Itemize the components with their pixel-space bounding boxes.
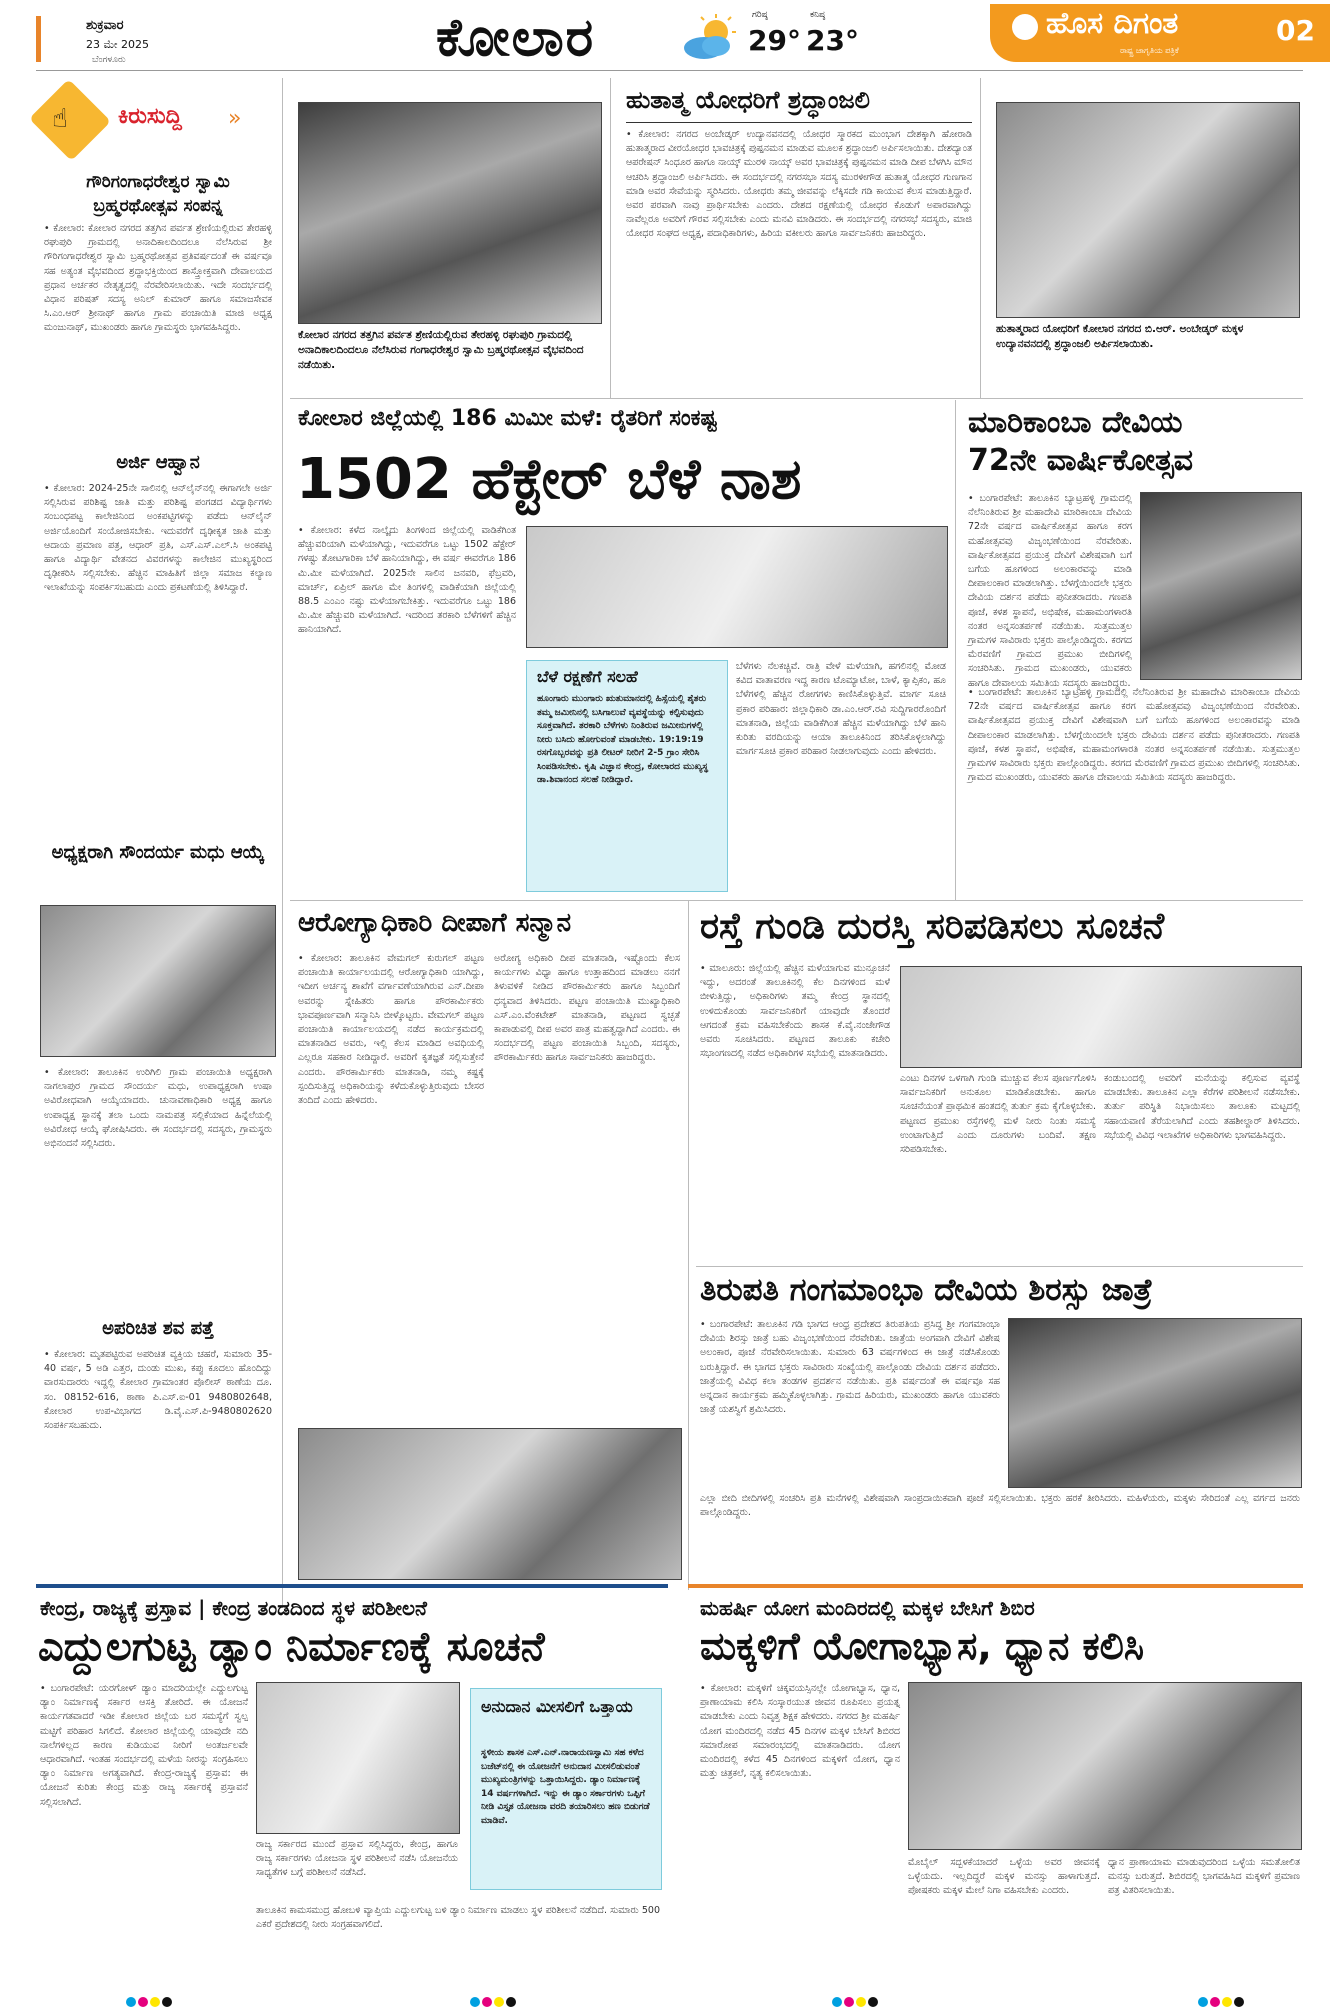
yoga-body-3: ಧ್ಯಾನ ಪ್ರಾಣಾಯಾಮ ಮಾಡುವುದರಿಂದ ಒಳ್ಳೆಯ ಸಮತೋಲಿತ ಮನಸ್ಸು ಬರುತ್ತದೆ. ಶಿಬಿರದಲ್ಲಿ ಭಾಗವಹಿಸಿದ ಮಕ್ಕಳಿಗೆ ಪ್ರಮಾಣ ಪತ್ರ ವಿತರಿಸಲಾಯಿತು. <box>1108 1857 1300 1897</box>
tirupati-deity-photo <box>1008 1318 1302 1488</box>
marikamba-headline-1: ಮಾರಿಕಾಂಬಾ ದೇವಿಯ <box>968 405 1183 440</box>
dam-kicker: ಕೇಂದ್ರ, ರಾಜ್ಯಕ್ಕೆ ಪ್ರಸ್ತಾವ | ಕೇಂದ್ರ ತಂಡದಿಂದ ಸ್ಥಳ ಪರಿಶೀಲನೆ <box>40 1596 427 1620</box>
dam-site-photo <box>256 1682 460 1834</box>
max-temp-label: ಗರಿಷ್ಠ <box>752 10 768 20</box>
crop-advice-title: ಬೆಳೆ ರಕ್ಷಣೆಗೆ ಸಲಹೆ <box>537 667 638 686</box>
page-number: 02 <box>1276 14 1315 47</box>
grant-demand-box <box>470 1688 662 1890</box>
registration-marks-1 <box>126 1992 174 2011</box>
crop-advice-body: ಹೂಂಗಾರು ಮುಂಗಾರು ಋತುಮಾನದಲ್ಲಿ ಹಿಸ್ಸೆಯಲ್ಲಿ ಶೈತರು ತಮ್ಮ ಜಮೀನಿನಲ್ಲಿ ಬಸಿಗಾಲುವೆ ವ್ಯವಸ್ಥೆಯನ್ನು ಕಲ್ಪಿಸುವುದು ಸೂಕ್ತವಾಗಿದೆ. ತರಕಾರಿ ಬೆಳೆಗಳು ನಿಂತಿರುವ ಜಮೀನುಗಳಲ್ಲಿ ನೀರು ಬಸಿದು ಹೋಗುವಂತೆ ಮಾಡಬೇಕು. 19:19:19 ರಸಗೊಬ್ಬರವನ್ನು ಪ್ರತಿ ಲೀಟರ್ ನೀರಿಗೆ 2-5 ಗ್ರಾಂ ಸೇರಿಸಿ ಸಿಂಪಡಿಸಬೇಕು. ಕೃಷಿ ವಿಜ್ಞಾನ ಕೇಂದ್ರ, ಕೋಲಾರದ ಮುಖ್ಯಸ್ಥ ಡಾ.ಶಿವಾನಂದ ಸಲಹೆ ನೀಡಿದ್ದಾರೆ. <box>537 694 709 785</box>
health-body-1: • ಕೋಲಾರ: ತಾಲೂಕಿನ ವೇಮಗಲ್ ಕುರುಗಲ್ ಪಟ್ಟಣ ಪಂಚಾಯಿತಿ ಕಾರ್ಯಾಲಯದಲ್ಲಿ ಆರೋಗ್ಯಾಧಿಕಾರಿ ಯಾಗಿದ್ದು, ಇದೀಗ ಅರ್ಚನ್ಯ ಶಾಖೆಗೆ ವರ್ಗಾವಣೆಯಾಗಿರುವ ಎನ್.ದೀಪಾ ಅವರನ್ನು ಸ್ನೇಹಿತರು ಹಾಗೂ ಪೌರಕಾರ್ಮಿಕರು ಭಾವಪೂರ್ಣವಾಗಿ ಸನ್ಮಾನಿಸಿ ಬೀಳ್ಕೊಟ್ಟರು. ವೇಮಗಲ್ ಪಟ್ಟಣ ಪಂಚಾಯಿತಿ ಕಾರ್ಯಾಲಯದಲ್ಲಿ ನಡೆದ ಕಾರ್ಯಕ್ರಮದಲ್ಲಿ ಮಾತನಾಡಿದ ಅವರು, ಇಲ್ಲಿ ಕೆಲಸ ಮಾಡಿದ ಅವಧಿಯಲ್ಲಿ ಎಲ್ಲರೂ ಸಹಕಾರ ನೀಡಿದ್ದಾರೆ. ಅವರಿಗೆ ಕೃತಜ್ಞತೆ ಸಲ್ಲಿಸುತ್ತೇನೆ ಎಂದರು. ಪೌರಕಾರ್ಮಿಕರು ಮಾತನಾಡಿ, ನಮ್ಮ ಕಷ್ಟಕ್ಕೆ ಸ್ಪಂದಿಸುತ್ತಿದ್ದ ಅಧಿಕಾರಿಯನ್ನು ಕಳೆದುಕೊಳ್ಳುತ್ತಿರುವುದು ಬೇಸರ ತಂದಿದೆ ಎಂದು ಹೇಳಿದರು. <box>298 953 484 1107</box>
crop-advice-box <box>526 660 728 892</box>
paper-name: ಹೊಸ ದಿಗಂತ <box>1046 6 1179 41</box>
weather-icon <box>680 14 740 62</box>
kirusuddi-badge <box>29 79 111 161</box>
rathotsava-photo <box>298 102 602 324</box>
yoga-kicker: ಮಹರ್ಷಿ ಯೋಗ ಮಂದಿರದಲ್ಲಿ ಮಕ್ಕಳ ಬೇಸಿಗೆ ಶಿಬಿರ <box>700 1596 1035 1620</box>
masthead-title: ಕೋಲಾರ <box>436 8 596 68</box>
story-body-found-body: • ಕೋಲಾರ: ಮೃತಪಟ್ಟಿರುವ ಅಪರಿಚಿತ ವ್ಯಕ್ತಿಯ ಚಹರೆ, ಸುಮಾರು 35-40 ವರ್ಷ, 5 ಅಡಿ ಎತ್ತರ, ದುಂಡು ಮುಖ, ಕಪ್ಪು ಕೂದಲು ಹೊಂದಿದ್ದು ವಾರಸುದಾರರು ಇದ್ದಲ್ಲಿ ಕೋಲಾರ ಗ್ರಾಮಾಂತರ ಪೊಲೀಸ್ ಠಾಣೆಯ ದೂ. ಸಂ. 08152-616, ಠಾಣಾ ಪಿ.ಎಸ್.ಐ-01 9480802648, ಕೋಲಾರ ಉಪ-ವಿಭಾಗದ ಡಿ.ವೈ.ಎಸ್.ಪಿ-9480802620 ಸಂಪರ್ಕಿಸಬಹುದು. <box>44 1349 272 1432</box>
header-city: ಬೆಂಗಳೂರು <box>92 55 126 65</box>
flooded-field-photo <box>526 526 948 648</box>
tribute-caption: ಹುತಾತ್ಮರಾದ ಯೋಧರಿಗೆ ಕೋಲಾರ ನಗರದ ಬಿ.ಆರ್. ಅಂಬೇಡ್ಕರ್ ಮಕ್ಕಳ ಉದ್ಯಾನವನದಲ್ಲಿ ಶ್ರದ್ಧಾಂಜಲಿ ಅರ್ಪಿಸಲಾಯಿತು. <box>996 323 1244 350</box>
tribute-photo <box>996 102 1300 318</box>
header-day: ಶುಕ್ರವಾರ <box>86 18 124 33</box>
hand-pointing-icon: ☝ <box>52 104 68 134</box>
rathotsava-caption: ಕೋಲಾರ ನಗರದ ತತ್ತಗಿನ ಪರ್ವತ ಶ್ರೇಣಿಯಲ್ಲಿರುವ ತೇರಹಳ್ಳಿ ರಘುಪುರಿ ಗ್ರಾಮದಲ್ಲಿ ಅನಾದಿಕಾಲದಿಂದಲೂ ನೆಲೆಸಿರುವ ಗಂಗಾಧರೇಶ್ವರ ಸ್ವಾಮಿ ಬ್ರಹ್ಮರಥೋತ್ಸವ ವೈಭವದಿಂದ ನಡೆಯಿತು. <box>298 329 584 371</box>
roads-body-2: ಎಂಟು ದಿನಗಳ ಒಳಗಾಗಿ ಗುಂಡಿ ಮುಚ್ಚುವ ಕೆಲಸ ಪೂರ್ಣಗೊಳಿಸಿ ಸಾರ್ವಜನಿಕರಿಗೆ ಅನುಕೂಲ ಮಾಡಿಕೊಡಬೇಕು. ಹಾಗೂ ಸೂಚನೆಯಂತೆ ಪ್ರಾಥಮಿಕ ಹಂತದಲ್ಲಿ ತುರ್ತು ಕ್ರಮ ಕೈಗೊಳ್ಳಬೇಕು. ಪಟ್ಟಣದ ಪ್ರಮುಖ ರಸ್ತೆಗಳಲ್ಲಿ ಮಳೆ ನೀರು ನಿಂತು ಸಮಸ್ಯೆ ಉಂಟಾಗುತ್ತಿದೆ ಎಂದು ದೂರುಗಳು ಬಂದಿವೆ. ತಕ್ಷಣ ಸರಿಪಡಿಸಬೇಕು. <box>900 1073 1096 1156</box>
kirusuddi-label: ಕಿರುಸುದ್ದಿ <box>118 104 182 129</box>
tribute-body: • ಕೋಲಾರ: ನಗರದ ಅಂಬೇಡ್ಕರ್ ಉದ್ಯಾನವನದಲ್ಲಿ ಯೋಧರ ಸ್ಮಾರಕದ ಮುಂಭಾಗ ದೇಶಕ್ಕಾಗಿ ಹೋರಾಡಿ ಹುತಾತ್ಮರಾದ ವೀರಯೋಧರ ಭಾವಚಿತ್ರಕ್ಕೆ ಪುಷ್ಪನಮನ ಮಾಡುವ ಮೂಲಕ ಶ್ರದ್ಧಾಂಜಲಿ ಅರ್ಪಿಸಲಾಯಿತು. ದೇಶದ್ಯಾಂತ ಆಪರೇಷನ್ ಸಿಂಧೂರ ಹಾಗೂ ನಾಯ್ಕ್ ಮುರಳಿ ನಾಯ್ಕ್ ಅವರ ಭಾವಚಿತ್ರಕ್ಕೆ ಪುಷ್ಪನಮನ ಮಾಡಿ ದೀಪ ಬೆಳಗಿಸಿ ಮೌನ ಆಚರಿಸಿ ಶ್ರದ್ಧಾಂಜಲಿ ಅರ್ಪಿಸಿದರು. ಈ ಸಂದರ್ಭದಲ್ಲಿ ನಗರಸಭಾ ಸದಸ್ಯ ಮುರಳೀಗೌಡ ಹುತಾತ್ಮ ಯೋಧರ ಗುಣಗಾನ ಮಾಡಿ ಅವರ ಸೇವೆಯನ್ನು ಸ್ಮರಿಸಿದರು. ಯೋಧರು ತಮ್ಮ ಜೀವವನ್ನು ಲೆಕ್ಕಿಸದೇ ಗಡಿ ಕಾಯುವ ಕೆಲಸ ಮಾಡುತ್ತಿದ್ದಾರೆ. ಅವರ ಪರವಾಗಿ ನಾವು ಪ್ರಾರ್ಥಿಸಬೇಕು ಎಂದರು. ದೇಶದ ರಕ್ಷಣೆಯಲ್ಲಿ ಯೋಧರ ಕೊಡುಗೆ ಅಪಾರವಾಗಿದ್ದು ನಾವೆಲ್ಲರೂ ಅವರಿಗೆ ಗೌರವ ಸಲ್ಲಿಸಬೇಕು ಎಂದು ಮನವಿ ಮಾಡಿದರು. ಈ ಸಂದರ್ಭದಲ್ಲಿ ನಗರಸಭೆ ಸದಸ್ಯರು, ಮಾಜಿ ಯೋಧರ ಸಂಘದ ಅಧ್ಯಕ್ಷ, ಪದಾಧಿಕಾರಿಗಳು, ಹಿರಿಯ ವಕೀಲರು ಹಾಗೂ ಸಾರ್ವಜನಿಕರು ಹಾಜರಿದ್ದರು. <box>626 129 972 240</box>
health-body-2: ಅರೋಗ್ಯ ಅಧಿಕಾರಿ ದೀಪ ಮಾತನಾಡಿ, ಇಷ್ಟೊಂದು ಕೆಲಸ ಕಾರ್ಯಗಳು ವಿಧ್ಯಾ ಹಾಗೂ ಉತ್ತಾಹದಿಂದ ಮಾಡಲು ನನಗೆ ತಿಳುವಳಿಕೆ ನೀಡಿದ ಪೌರಕಾರ್ಮಿಕರು ಹಾಗೂ ಸಿಬ್ಬಂದಿಗೆ ಧನ್ಯವಾದ ತಿಳಿಸಿದರು. ಪಟ್ಟಣ ಪಂಚಾಯಿತಿ ಮುಖ್ಯಾಧಿಕಾರಿ ಎಸ್.ಎಂ.ವೆಂಕಟೇಶ್ ಮಾತನಾಡಿ, ಪಟ್ಟಣದ ಸ್ವಚ್ಛತೆ ಕಾಪಾಡುವಲ್ಲಿ ದೀಪ ಅವರ ಪಾತ್ರ ಮಹತ್ವದ್ದಾಗಿದೆ ಎಂದರು. ಈ ಸಂದರ್ಭದಲ್ಲಿ ಪಟ್ಟಣ ಪಂಚಾಯಿತಿ ಸಿಬ್ಬಂದಿ, ಸದಸ್ಯರು, ಪೌರಕಾರ್ಮಿಕರು ಹಾಗೂ ಸಾರ್ವಜನಿಕರು ಹಾಜರಿದ್ದರು. <box>494 953 680 1064</box>
registration-marks-3 <box>832 1992 880 2011</box>
story-body-found-headline: ಅಪರಿಚಿತ ಶವ ಪತ್ತೆ <box>102 1318 214 1339</box>
tirupati-headline: ತಿರುಪತಿ ಗಂಗಮಾಂಭಾ ದೇವಿಯ ಶಿರಸ್ಸು ಜಾತ್ರೆ <box>700 1272 1153 1308</box>
roads-body-3: ಕಂಡುಬಂದಲ್ಲಿ ಅವರಿಗೆ ಮನೆಯನ್ನು ಕಲ್ಪಿಸುವ ವ್ಯವಸ್ಥೆ ಮಾಡಬೇಕು. ತಾಲೂಕಿನ ಎಲ್ಲಾ ಕೆರೆಗಳ ಪರಿಶೀಲನೆ ನಡೆಸಬೇಕು. ತುರ್ತು ಪರಿಸ್ಥಿತಿ ನಿಭಾಯಿಸಲು ತಾಲೂಕು ಮಟ್ಟದಲ್ಲಿ ಸಹಾಯವಾಣಿ ತೆರೆಯಲಾಗಿದೆ ಎಂದು ತಹಶೀಲ್ದಾರ್ ತಿಳಿಸಿದರು. ಸಭೆಯಲ್ಲಿ ವಿವಿಧ ಇಲಾಖೆಗಳ ಅಧಿಕಾರಿಗಳು ಭಾಗವಹಿಸಿದ್ದರು. <box>1104 1073 1300 1141</box>
paper-tagline: ರಾಷ್ಟ್ರ ಜಾಗೃತಿಯ ಪತ್ರಿಕೆ <box>1120 46 1179 55</box>
date-accent-bar <box>36 16 41 62</box>
min-temp-label: ಕನಿಷ್ಠ <box>810 10 826 20</box>
marikamba-body: • ಬಂಗಾರಪೇಟೆ: ತಾಲೂಕಿನ ಬ್ಯಾಟ್ರಹಳ್ಳಿ ಗ್ರಾಮದಲ್ಲಿ ನೆಲೆನಿಂತಿರುವ ಶ್ರೀ ಮಹಾದೇವಿ ಮಾರಿಕಾಂಬಾ ದೇವಿಯ 72ನೇ ವರ್ಷದ ವಾರ್ಷಿಕೋತ್ಸವ ಹಾಗೂ ಕರಗ ಮಹೋತ್ಸವವು ವಿಜೃಂಭಣೆಯಿಂದ ನೆರವೇರಿತು. ವಾರ್ಷಿಕೋತ್ಸವದ ಪ್ರಯುಕ್ತ ದೇವಿಗೆ ವಿಶೇಷವಾಗಿ ಬಗೆ ಬಗೆಯ ಹೂಗಳಿಂದ ಅಲಂಕಾರವನ್ನು ಮಾಡಿ ದೀಪಾಲಂಕಾರ ಮಾಡಲಾಗಿತ್ತು. ಬೆಳಗ್ಗೆಯಿಂದಲೇ ಭಕ್ತರು ದೇವಿಯ ದರ್ಶನ ಪಡೆದು ಪುನೀತರಾದರು. ಗಣಪತಿ ಪೂಜೆ, ಕಳಶ ಸ್ಥಾಪನೆ, ಅಭಿಷೇಕ, ಮಹಾಮಂಗಳಾರತಿ ನಂತರ ಅನ್ನಸಂತರ್ಪಣೆ ನಡೆಯಿತು. ಸುತ್ತಮುತ್ತಲ ಗ್ರಾಮಗಳ ಸಾವಿರಾರು ಭಕ್ತರು ಪಾಲ್ಗೊಂಡಿದ್ದರು. ಕರಗದ ಮೆರವಣಿಗೆ ಗ್ರಾಮದ ಪ್ರಮುಖ ಬೀದಿಗಳಲ್ಲಿ ಸಂಚರಿಸಿತು. ಗ್ರಾಮದ ಮುಖಂಡರು, ಯುವಕರು ಹಾಗೂ ದೇವಾಲಯ ಸಮಿತಿಯ ಸದಸ್ಯರು ಹಾಜರಿದ್ದರು. <box>968 493 1132 689</box>
yoga-headline: ಮಕ್ಕಳಿಗೆ ಯೋಗಾಭ್ಯಾಸ, ಧ್ಯಾನ ಕಲಿಸಿ <box>700 1624 1145 1668</box>
yoga-body-1: • ಕೋಲಾರ: ಮಕ್ಕಳಿಗೆ ಚಿಕ್ಕವಯಸ್ಸಿನಲ್ಲೇ ಯೋಗಾಭ್ಯಾಸ, ಧ್ಯಾನ, ಪ್ರಾಣಾಯಾಮ ಕಲಿಸಿ ಸಂಸ್ಕಾರಯುತ ಜೀವನ ರೂಪಿಸಲು ಪ್ರಯತ್ನ ಮಾಡಬೇಕು ಎಂದು ನಿವೃತ್ತ ಶಿಕ್ಷಕ ಹೇಳಿದರು. ನಗರದ ಶ್ರೀ ಮಹರ್ಷಿ ಯೋಗ ಮಂದಿರದಲ್ಲಿ ನಡೆದ 45 ದಿನಗಳ ಮಕ್ಕಳ ಬೇಸಿಗೆ ಶಿಬಿರದ ಸಮಾರೋಪ ಸಮಾರಂಭದಲ್ಲಿ ಮಾತನಾಡಿದರು. ಯೋಗ ಮಂದಿರದಲ್ಲಿ ಕಳೆದ 45 ದಿನಗಳಿಂದ ಮಕ್ಕಳಿಗೆ ಯೋಗ, ಧ್ಯಾನ ಮತ್ತು ಚಿತ್ರಕಲೆ, ನೃತ್ಯ ಕಲಿಸಲಾಯಿತು. <box>700 1683 900 1780</box>
dam-body-1: • ಬಂಗಾರಪೇಟೆ: ಯರಗೋಳ್ ಡ್ಯಾಂ ಮಾದರಿಯಲ್ಲೇ ಎದ್ದುಲಗುಟ್ಟ ಡ್ಯಾಂ ನಿರ್ಮಾಣಕ್ಕೆ ಸರ್ಕಾರ ಆಸಕ್ತಿ ತೋರಿದೆ. ಈ ಯೋಜನೆ ಕಾರ್ಯಗತವಾದರೆ ಇಡೀ ಕೋಲಾರ ಜಿಲ್ಲೆಯ ಬರ ಸಮಸ್ಯೆಗೆ ಸ್ವಲ್ಪ ಮಟ್ಟಿಗೆ ಪರಿಹಾರ ಸಿಗಲಿದೆ. ಕೋಲಾರ ಜಿಲ್ಲೆಯಲ್ಲಿ ಯಾವುದೇ ನದಿ ನಾಲೆಗಳಿಲ್ಲದ ಕಾರಣ ಕುಡಿಯುವ ನೀರಿಗೆ ಅಂತರ್ಜಲವೇ ಆಧಾರವಾಗಿದೆ. ಇಂತಹ ಸಂದರ್ಭದಲ್ಲಿ ಮಳೆಯ ನೀರನ್ನು ಸಂಗ್ರಹಿಸಲು ಡ್ಯಾಂ ನಿರ್ಮಾಣ ಅಗತ್ಯವಾಗಿದೆ. ಕೇಂದ್ರ-ರಾಜ್ಯಕ್ಕೆ ಪ್ರಸ್ತಾವ: ಈ ಯೋಜನೆ ಕುರಿತು ಕೇಂದ್ರ ಮತ್ತು ರಾಜ್ಯ ಸರ್ಕಾರಕ್ಕೆ ಪ್ರಸ್ತಾವನೆ ಸಲ್ಲಿಸಲಾಗಿದೆ. <box>40 1683 248 1808</box>
marikamba-body-cont: • ಬಂಗಾರಪೇಟೆ: ತಾಲೂಕಿನ ಬ್ಯಾಟ್ರಹಳ್ಳಿ ಗ್ರಾಮದಲ್ಲಿ ನೆಲೆನಿಂತಿರುವ ಶ್ರೀ ಮಹಾದೇವಿ ಮಾರಿಕಾಂಬಾ ದೇವಿಯ 72ನೇ ವರ್ಷದ ವಾರ್ಷಿಕೋತ್ಸವ ಹಾಗೂ ಕರಗ ಮಹೋತ್ಸವವು ವಿಜೃಂಭಣೆಯಿಂದ ನೆರವೇರಿತು. ವಾರ್ಷಿಕೋತ್ಸವದ ಪ್ರಯುಕ್ತ ದೇವಿಗೆ ವಿಶೇಷವಾಗಿ ಬಗೆ ಬಗೆಯ ಹೂಗಳಿಂದ ಅಲಂಕಾರವನ್ನು ಮಾಡಿ ದೀಪಾಲಂಕಾರ ಮಾಡಲಾಗಿತ್ತು. ಬೆಳಗ್ಗೆಯಿಂದಲೇ ಭಕ್ತರು ದೇವಿಯ ದರ್ಶನ ಪಡೆದು ಪುನೀತರಾದರು. ಗಣಪತಿ ಪೂಜೆ, ಕಳಶ ಸ್ಥಾಪನೆ, ಅಭಿಷೇಕ, ಮಹಾಮಂಗಳಾರತಿ ನಂತರ ಅನ್ನಸಂತರ್ಪಣೆ ನಡೆಯಿತು. ಸುತ್ತಮುತ್ತಲ ಗ್ರಾಮಗಳ ಸಾವಿರಾರು ಭಕ್ತರು ಪಾಲ್ಗೊಂಡಿದ್ದರು. ಕರಗದ ಮೆರವಣಿಗೆ ಗ್ರಾಮದ ಪ್ರಮುಖ ಬೀದಿಗಳಲ್ಲಿ ಸಂಚರಿಸಿತು. ಗ್ರಾಮದ ಮುಖಂಡರು, ಯುವಕರು ಹಾಗೂ ದೇವಾಲಯ ಸಮಿತಿಯ ಸದಸ್ಯರು ಹಾಜರಿದ್ದರು. <box>968 687 1300 784</box>
health-headline: ಆರೋಗ್ಯಾಧಿಕಾರಿ ದೀಪಾಗೆ ಸನ್ಮಾನ <box>298 908 572 938</box>
story-temple-headline: ಗೌರಿಗಂಗಾಧರೇಶ್ವರ ಸ್ವಾಮಿ ಬ್ರಹ್ಮರಥೋತ್ಸವ ಸಂಪನ್ನ <box>86 172 230 216</box>
story-application-headline: ಅರ್ಜಿ ಆಹ್ವಾನ <box>116 452 200 473</box>
dam-headline: ಎದ್ದುಲಗುಟ್ಟ ಡ್ಯಾಂ ನಿರ್ಮಾಣಕ್ಕೆ ಸೂಚನೆ <box>38 1624 545 1670</box>
paper-brand-banner <box>990 4 1330 62</box>
president-photo <box>40 905 276 1057</box>
tirupati-body-2: ಎಲ್ಲಾ ಬೀದಿ ಬೀದಿಗಳಲ್ಲಿ ಸಂಚರಿಸಿ ಪ್ರತಿ ಮನೆಗಳಲ್ಲಿ ವಿಶೇಷವಾಗಿ ಸಾಂಪ್ರದಾಯಿಕವಾಗಿ ಪೂಜೆ ಸಲ್ಲಿಸಲಾಯಿತು. ಭಕ್ತರು ಹರಕೆ ತೀರಿಸಿದರು. ಮಹಿಳೆಯರು, ಮಕ್ಕಳು ಸೇರಿದಂತೆ ಎಲ್ಲ ವರ್ಗದ ಜನರು ಪಾಲ್ಗೊಂಡಿದ್ದರು. <box>700 1493 1300 1519</box>
yoga-camp-photo <box>908 1682 1302 1850</box>
rain-body-3: ಬೆಳೆಗಳು ನೆಲಕಚ್ಚಿವೆ. ರಾತ್ರಿ ವೇಳೆ ಮಳೆಯಾಗಿ, ಹಗಲಿನಲ್ಲಿ ಮೋಡ ಕವಿದ ವಾತಾವರಣ ಇದ್ದ ಕಾರಣ ಟೊಮ್ಯಾಟೋ, ಬಾಳೆ, ಕ್ಯಾಪ್ಸಿಕಂ, ಹೂ ಬೆಳೆಗಳಲ್ಲಿ ಹೆಚ್ಚಿನ ರೋಗಗಳು ಕಾಣಿಸಿಕೊಳ್ಳುತ್ತಿವೆ. ಮಾರ್ಗ ಸೂಚಿ ಪ್ರಕಾರ ಪರಿಹಾರ: ಜಿಲ್ಲಾಧಿಕಾರಿ ಡಾ.ಎಂ.ಆರ್.ರವಿ ಸುದ್ದಿಗಾರರೊಂದಿಗೆ ಮಾತನಾಡಿ, ಜಿಲ್ಲೆಯ ವಾಡಿಕೆಗಿಂತ ಹೆಚ್ಚಿನ ಮಳೆಯಾಗಿದ್ದು ಬೆಳೆ ಹಾನಿ ಕುರಿತು ವರದಿಯನ್ನು ಆಯಾ ತಾಲೂಕಿನಿಂದ ತರಿಸಿಕೊಳ್ಳಲಾಗಿದ್ದು ಮಾರ್ಗಸೂಚಿ ಪ್ರಕಾರ ಪರಿಹಾರ ನೀಡಲಾಗುವುದು ಎಂದು ಹೇಳಿದರು. <box>736 661 946 758</box>
dam-caption: ರಾಜ್ಯ ಸರ್ಕಾರದ ಮುಂದೆ ಪ್ರಸ್ತಾವ ಸಲ್ಲಿಸಿದ್ದರು, ಕೇಂದ್ರ, ಹಾಗೂ ರಾಜ್ಯ ಸರ್ಕಾರಗಳು ಯೋಜನಾ ಸ್ಥಳ ಪರಿಶೀಲನೆ ನಡೆಸಿ ಯೋಜನೆಯ ಸಾಧ್ಯತೆಗಳ ಬಗ್ಗೆ ಪರಿಶೀಲನೆ ನಡೆಸಿದೆ. <box>256 1839 458 1879</box>
story-president-headline: ಅಧ್ಯಕ್ಷರಾಗಿ ಸೌಂದರ್ಯ ಮಧು ಆಯ್ಕೆ <box>51 842 265 863</box>
brand-logo-icon <box>1012 14 1038 40</box>
rain-headline: 1502 ಹೆಕ್ಟೇರ್ ಬೆಳೆ ನಾಶ <box>296 447 802 512</box>
meeting-photo <box>900 966 1302 1068</box>
story-application-body: • ಕೋಲಾರ: 2024-25ನೇ ಸಾಲಿನಲ್ಲಿ ಆನ್‌ಲೈನ್‌ನಲ್ಲಿ ಈಗಾಗಲೇ ಅರ್ಜಿ ಸಲ್ಲಿಸಿರುವ ಪರಿಶಿಷ್ಟ ಜಾತಿ ಮತ್ತು ಪರಿಶಿಷ್ಟ ಪಂಗಡದ ವಿದ್ಯಾರ್ಥಿಗಳು ಸಂಬಂಧಪಟ್ಟ ಕಾಲೇಜಿನಿಂದ ಅಂಕಪಟ್ಟಿಗಳನ್ನು ಪಡೆದು ಆನ್‌ಲೈನ್ ಅರ್ಜಿಯೊಂದಿಗೆ ಸಂಯೋಜಿಸಬೇಕು. ಇದುವರೆಗೆ ದೃಢೀಕೃತ ಜಾತಿ ಮತ್ತು ಆದಾಯ ಪ್ರಮಾಣ ಪತ್ರ, ಆಧಾರ್ ಪ್ರತಿ, ಎಸ್.ಎಸ್.ಎಲ್.ಸಿ ಅಂಕಪಟ್ಟಿ ಹಾಗೂ ವಿದ್ಯಾರ್ಥಿ ವೇತನದ ವಿವರಗಳನ್ನು ಕಾಲೇಜಿನ ಮುಖ್ಯಸ್ಥರಿಂದ ದೃಢೀಕರಿಸಿ ಸಲ್ಲಿಸಬೇಕು. ಹೆಚ್ಚಿನ ಮಾಹಿತಿಗೆ ಜಿಲ್ಲಾ ಸಮಾಜ ಕಲ್ಯಾಣ ಇಲಾಖೆಯನ್ನು ಸಂಪರ್ಕಿಸಬಹುದು ಎಂದು ಪ್ರಕಟಣೆಯಲ್ಲಿ ತಿಳಿಸಿದ್ದಾರೆ. <box>44 483 272 594</box>
marikamba-headline-2: 72ನೇ ವಾರ್ಷಿಕೋತ್ಸವ <box>968 443 1194 478</box>
marikamba-deity-photo <box>1140 492 1302 680</box>
tribute-headline: ಹುತಾತ್ಮ ಯೋಧರಿಗೆ ಶ್ರದ್ಧಾಂಜಲಿ <box>626 86 870 114</box>
rain-body-1: • ಕೋಲಾರ: ಕಳೆದ ನಾಲ್ಕೈದು ತಿಂಗಳಿಂದ ಜಿಲ್ಲೆಯಲ್ಲಿ ವಾಡಿಕೆಗಿಂತ ಹೆಚ್ಚುವರಿಯಾಗಿ ಮಳೆಯಾಗಿದ್ದು, ಇದುವರೆಗೂ ಒಟ್ಟು 1502 ಹೆಕ್ಟೇರ್ ಗಳಷ್ಟು ತೋಟಗಾರಿಕಾ ಬೆಳೆ ಹಾನಿಯಾಗಿದ್ದು, ಈ ವರ್ಷ ಈವರೆಗೂ 186 ಮಿ.ಮೀ ಮಳೆಯಾಗಿದೆ. 2025ನೇ ಸಾಲಿನ ಜನವರಿ, ಫೆಬ್ರವರಿ, ಮಾರ್ಚ್, ಏಪ್ರಿಲ್ ಹಾಗೂ ಮೇ ತಿಂಗಳಲ್ಲಿ ವಾಡಿಕೆಯಾಗಿ ಜಿಲ್ಲೆಯಲ್ಲಿ 88.5 ಎಂಎಂ ನಷ್ಟು ಮಳೆಯಾಗಬೇಕಿತ್ತು. ಇದುವರೆಗೂ ಒಟ್ಟು 186 ಮಿ.ಮೀ ಹೆಚ್ಚುವರಿ ಮಳೆಯಾಗಿದೆ. ಇದರಿಂದ ತರಕಾರಿ ಬೆಳೆಗಳಿಗೆ ಹೆಚ್ಚಿನ ಹಾನಿಯಾಗಿದೆ. <box>298 525 516 636</box>
roads-body-1: • ಮಾಲೂರು: ಜಿಲ್ಲೆಯಲ್ಲಿ ಹೆಚ್ಚಿನ ಮಳೆಯಾಗುವ ಮುನ್ಸೂಚನೆ ಇದ್ದು, ಅದರಂತೆ ತಾಲೂಕಿನಲ್ಲಿ ಕೆಲ ದಿನಗಳಿಂದ ಮಳೆ ಬೀಳುತ್ತಿದ್ದು, ಅಧಿಕಾರಿಗಳು ತಮ್ಮ ಕೇಂದ್ರ ಸ್ಥಾನದಲ್ಲಿ ಉಳಿದುಕೊಂಡು ಸಾರ್ವಜನಿಕರಿಗೆ ಯಾವುದೇ ತೊಂದರೆ ಆಗದಂತೆ ಕ್ರಮ ವಹಿಸಬೇಕೆಂದು ಶಾಸಕ ಕೆ.ವೈ.ನಂಜೇಗೌಡ ಅವರು ಸೂಚಿಸಿದರು. ಪಟ್ಟಣದ ತಾಲೂಕು ಕಚೇರಿ ಸಭಾಂಗಣದಲ್ಲಿ ನಡೆದ ಅಧಿಕಾರಿಗಳ ಸಭೆಯಲ್ಲಿ ಮಾತನಾಡಿದರು. <box>700 963 890 1060</box>
registration-marks-2 <box>470 1992 518 2011</box>
dam-body-2: ತಾಲೂಕಿನ ಕಾಮಸಮುದ್ರ ಹೋಬಳಿ ವ್ಯಾಪ್ತಿಯ ಎದ್ದುಲಗುಟ್ಟ ಬಳಿ ಡ್ಯಾಂ ನಿರ್ಮಾಣ ಮಾಡಲು ಸ್ಥಳ ಪರಿಶೀಲನೆ ನಡೆದಿದೆ. ಸುಮಾರು 500 ಎಕರೆ ಪ್ರದೇಶದಲ್ಲಿ ನೀರು ಸಂಗ್ರಹವಾಗಲಿದೆ. <box>256 1905 660 1931</box>
tirupati-body: • ಬಂಗಾರಪೇಟೆ: ತಾಲೂಕಿನ ಗಡಿ ಭಾಗದ ಆಂಧ್ರ ಪ್ರದೇಶದ ತಿರುಪತಿಯ ಪ್ರಸಿದ್ಧ ಶ್ರೀ ಗಂಗಮಾಂಭಾ ದೇವಿಯ ಶಿರಸ್ಸು ಜಾತ್ರೆ ಬಹು ವಿಜೃಂಭಣೆಯಿಂದ ನೆರವೇರಿತು. ಜಾತ್ರೆಯ ಅಂಗವಾಗಿ ದೇವಿಗೆ ವಿಶೇಷ ಅಲಂಕಾರ, ಪೂಜೆ ನೆರವೇರಿಸಲಾಯಿತು. ಸುಮಾರು 63 ವರ್ಷಗಳಿಂದ ಈ ಜಾತ್ರೆ ನಡೆಸಿಕೊಂಡು ಬರುತ್ತಿದ್ದಾರೆ. ಈ ಭಾಗದ ಭಕ್ತರು ಸಾವಿರಾರು ಸಂಖ್ಯೆಯಲ್ಲಿ ಪಾಲ್ಗೊಂಡು ದೇವಿಯ ದರ್ಶನ ಪಡೆದರು. ಜಾತ್ರೆಯಲ್ಲಿ ವಿವಿಧ ಕಲಾ ತಂಡಗಳ ಪ್ರದರ್ಶನ ನಡೆಯಿತು. ಪ್ರತಿ ವರ್ಷದಂತೆ ಈ ವರ್ಷವೂ ಸಹ ಅನ್ನದಾನ ಕಾರ್ಯಕ್ರಮ ಹಮ್ಮಿಕೊಳ್ಳಲಾಗಿತ್ತು. ಗ್ರಾಮದ ಹಿರಿಯರು, ಮುಖಂಡರು ಹಾಗೂ ಯುವಕರು ಜಾತ್ರೆ ಯಶಸ್ವಿಗೆ ಶ್ರಮಿಸಿದರು. <box>700 1319 1000 1416</box>
story-president-body: • ಕೋಲಾರ: ತಾಲೂಕಿನ ಉರಿಗಿಲಿ ಗ್ರಾಮ ಪಂಚಾಯಿತಿ ಅಧ್ಯಕ್ಷರಾಗಿ ನಾಗಲಾಪುರ ಗ್ರಾಮದ ಸೌಂದರ್ಯ ಮಧು, ಉಪಾಧ್ಯಕ್ಷರಾಗಿ ಉಷಾ ಅವಿರೋಧವಾಗಿ ಆಯ್ಕೆಯಾದರು. ಚುನಾವಣಾಧಿಕಾರಿ ಅಧ್ಯಕ್ಷ ಹಾಗೂ ಉಪಾಧ್ಯಕ್ಷ ಸ್ಥಾನಕ್ಕೆ ತಲಾ ಒಂದು ನಾಮಪತ್ರ ಸಲ್ಲಿಕೆಯಾದ ಹಿನ್ನೆಲೆಯಲ್ಲಿ ಅವಿರೋಧ ಆಯ್ಕೆ ಘೋಷಿಸಿದರು. ಈ ಸಂದರ್ಭದಲ್ಲಿ ಸದಸ್ಯರು, ಗ್ರಾಮಸ್ಥರು ಅಭಿನಂದನೆ ಸಲ್ಲಿಸಿದರು. <box>44 1067 272 1150</box>
felicitation-photo <box>298 1428 682 1580</box>
max-temp: 29° <box>748 24 801 57</box>
chevrons-icon: » <box>228 106 242 131</box>
grant-demand-title: ಅನುದಾನ ಮೀಸಲಿಗೆ ಒತ್ತಾಯ <box>481 1697 633 1716</box>
registration-marks-4 <box>1198 1992 1246 2011</box>
section-divider-orange <box>688 1584 1303 1588</box>
roads-headline: ರಸ್ತೆ ಗುಂಡಿ ದುರಸ್ತಿ ಸರಿಪಡಿಸಲು ಸೂಚನೆ <box>700 906 1165 947</box>
yoga-body-2: ಮೊಬೈಲ್ ಸದ್ಬಳಕೆಯಾದರೆ ಒಳ್ಳೆಯ ಅವರ ಜೀವನಕ್ಕೆ ಒಳ್ಳೆಯದು. ಇಲ್ಲದಿದ್ದರೆ ಮಕ್ಕಳ ಮನಸ್ಸು ಹಾಳಾಗುತ್ತದೆ. ಪೋಷಕರು ಮಕ್ಕಳ ಮೇಲೆ ನಿಗಾ ವಹಿಸಬೇಕು ಎಂದರು. <box>908 1857 1100 1897</box>
header-date: 23 ಮೇ 2025 <box>86 38 150 51</box>
section-divider-blue <box>36 1584 668 1588</box>
min-temp: 23° <box>806 24 859 57</box>
grant-demand-body: ಸ್ಥಳೀಯ ಶಾಸಕ ಎಸ್.ಎನ್.ನಾರಾಯಣಸ್ವಾಮಿ ಸಹ ಕಳೆದ ಬಜೆಟ್‌ನಲ್ಲಿ ಈ ಯೋಜನೆಗೆ ಅನುದಾನ ಮೀಸಲಿಡುವಂತೆ ಮುಖ್ಯಮಂತ್ರಿಗಳನ್ನು ಒತ್ತಾಯಿಸಿದ್ದರು. ಡ್ಯಾಂ ನಿರ್ಮಾಣಕ್ಕೆ 14 ವರ್ಷಗಳಾಗಿದೆ. ಇನ್ನು ಈ ಡ್ಯಾಂ ಸರ್ಕಾರಗಳು ಒಪ್ಪಿಗೆ ನೀಡಿ ವಿಸ್ತೃತ ಯೋಜನಾ ವರದಿ ತಯಾರಿಸಲು ಹಣ ಬಿಡುಗಡೆ ಮಾಡಿವೆ. <box>481 1748 650 1826</box>
rain-kicker: ಕೋಲಾರ ಜಿಲ್ಲೆಯಲ್ಲಿ 186 ಮಿಮೀ ಮಳೆ: ರೈತರಿಗೆ ಸಂಕಷ್ಟ <box>298 406 718 431</box>
story-temple-body: • ಕೋಲಾರ: ಕೋಲಾರ ನಗರದ ತತ್ತಗಿನ ಪರ್ವತ ಶ್ರೇಣಿಯಲ್ಲಿರುವ ತೇರಹಳ್ಳಿ ರಘುಪುರಿ ಗ್ರಾಮದಲ್ಲಿ ಅನಾದಿಕಾಲದಿಂದಲೂ ನೆಲೆಸಿರುವ ಶ್ರೀ ಗೌರಿಗಂಗಾಧರೇಶ್ವರ ಸ್ವಾಮಿ ಬ್ರಹ್ಮರಥೋತ್ಸವ ಪ್ರತಿವರ್ಷದಂತೆ ಈ ವರ್ಷವೂ ಸಹ ಅತ್ಯಂತ ವೈಭವದಿಂದ ಶ್ರದ್ಧಾಭಕ್ತಿಯಿಂದ ಶಾಸ್ತ್ರೋಕ್ತವಾಗಿ ದೇವಾಲಯದ ಪ್ರಧಾನ ಅರ್ಚಕರ ನೇತೃತ್ವದಲ್ಲಿ ನೆರವೇರಿಸಲಾಯಿತು. ಇದೇ ಸಂದರ್ಭದಲ್ಲಿ ವಿಧಾನ ಪರಿಷತ್ ಸದಸ್ಯ ಅನಿಲ್ ಕುಮಾರ್ ಹಾಗೂ ಸಮಾಜಸೇವಕ ಸಿ.ಎಂ.ಆರ್ ಶ್ರೀನಾಥ್ ಹಾಗೂ ಗ್ರಾಮ ಪಂಚಾಯಿತಿ ಮಾಜಿ ಅಧ್ಯಕ್ಷ ಮಂಜುನಾಥ್, ಮುಖಂಡರು ಹಾಗೂ ಗ್ರಾಮಸ್ಥರು ಭಾಗವಹಿಸಿದ್ದರು. <box>44 223 272 334</box>
